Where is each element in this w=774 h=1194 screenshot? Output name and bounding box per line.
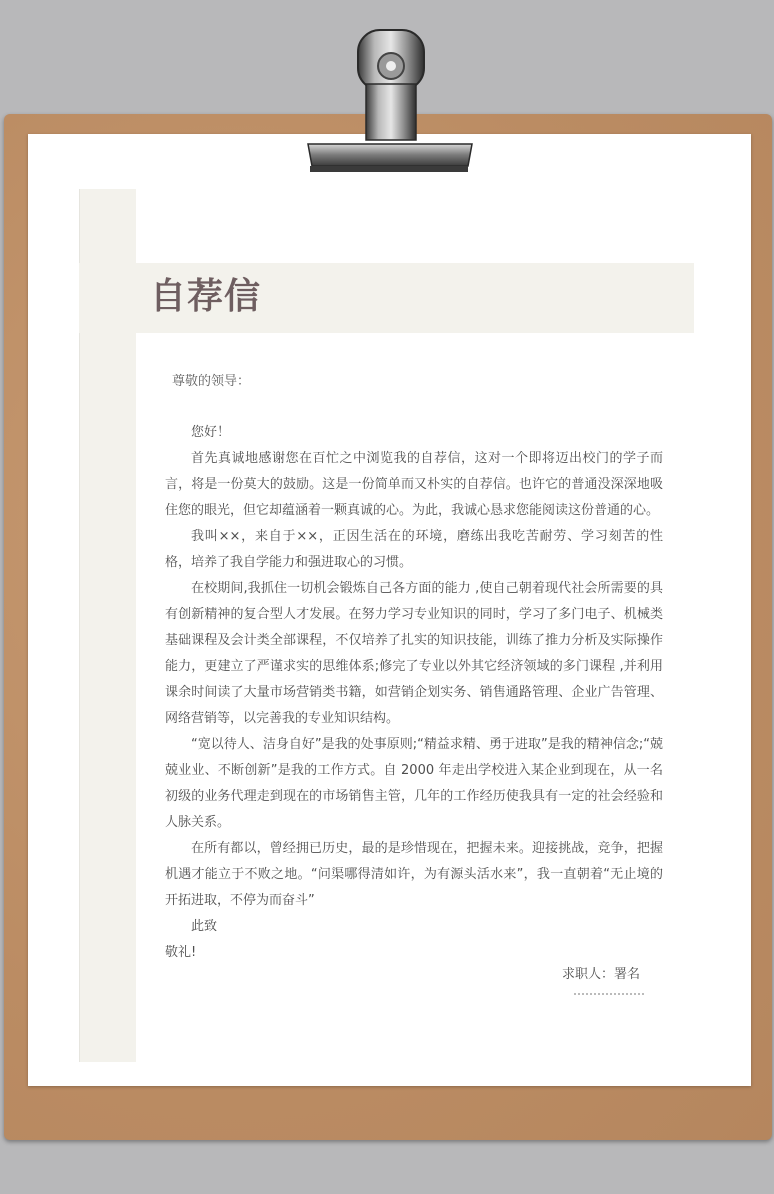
signature-divider xyxy=(574,993,644,997)
paragraph-thanks: 首先真诚地感谢您在百忙之中浏览我的自荐信，这对一个即将迈出校门的学子而言，将是一份莫大的鼓励。这是一份简单而又朴实的自荐信。也许它的普通没深深地吸住您的眼光，但它却蕴涵着一颗真诚的心。为此，我诚心恳求您能阅读这份普通的心。 xyxy=(165,451,663,518)
salutation: 尊敬的领导： xyxy=(172,374,251,389)
paragraph-principles: “宽以待人、洁身自好”是我的处事原则;“精益求精、勇于进取”是我的精神信念;“兢兢业业、不断创新”是我的工作方式。自 2000 年走出学校进入某企业到现在，从一名初级的业务代理走到现在的市场销售主管，几年的工作经历使我具有一定的社会经验和人脉关系。 xyxy=(165,737,663,830)
signature: 求职人：署名 xyxy=(562,967,641,982)
paragraph-hello: 您好！ xyxy=(191,425,231,440)
paragraph-closing: 在所有都以，曾经拥已历史，最的是珍惜现在，把握未来。迎接挑战，竞争，把握机遇才能立于不败之地。“问渠哪得清如许，为有源头活水来”，我一直朝着“无止境的开拓进取，不停为而奋斗” xyxy=(165,841,663,908)
paragraph-school: 在校期间,我抓住一切机会锻炼自己各方面的能力 ,使自己朝着现代社会所需要的具有创新精神的复合型人才发展。在努力学习专业知识的同时，学习了多门电子、机械类基础课程及会计类全部课程，不仅培养了扎实的知识技能，训练了推力分析及实际操作能力，更建立了严谨求实的思维体系;修完了专业以外其它经济领域的多门课程 ,并利用课余时间读了大量市场营销类书籍，如营销企划实务、销售通路管理、企业广告管理、网络营销等，以完善我的专业知识结构。 xyxy=(165,581,663,726)
page-title: 自荐信 xyxy=(150,276,262,317)
binder-clip-icon xyxy=(300,26,480,176)
paragraph-salute: 敬礼! xyxy=(165,945,197,960)
paragraph-intro: 我叫××，来自于××，正因生活在的环境，磨练出我吃苦耐劳、学习刻苦的性格，培养了我自学能力和强进取心的习惯。 xyxy=(165,529,663,570)
letter-body xyxy=(165,420,663,966)
paragraph-regards: 此致 xyxy=(191,919,218,934)
